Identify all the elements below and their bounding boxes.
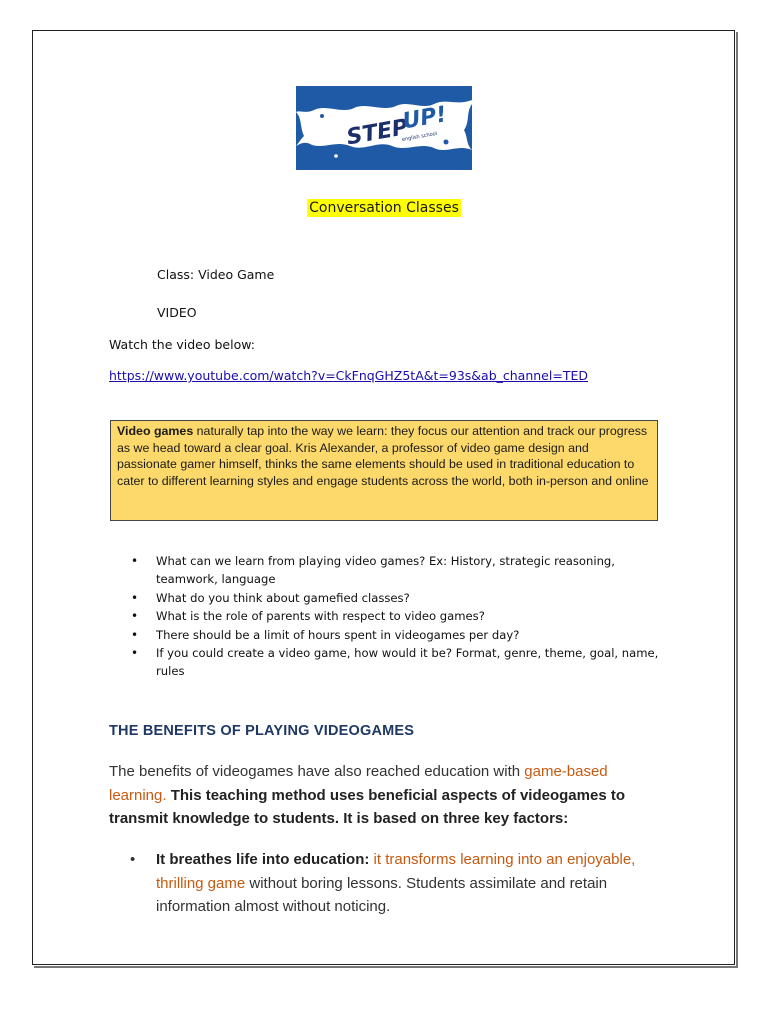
title-wrap [0,199,768,217]
intro-highlight: game-based learning. [109,763,608,804]
logo-text-sub: english school [401,130,438,143]
logo-wordmark [296,86,472,170]
info-box-lead: Video games [117,424,194,438]
list-item: • There should be a limit of hours spent in videogames per day? [128,626,668,644]
section-title: THE BENEFITS OF PLAYING VIDEOGAMES [109,723,415,739]
benefit-body: without boring lessons. Students assimilate and retain information almost without noticing. [156,874,608,915]
intro-bold: This teaching method uses beneficial aspects of videogames to transmit knowledge to students. It is based on three key factors: [109,786,625,827]
video-label: VIDEO [157,305,197,320]
video-link[interactable]: https://www.youtube.com/watch?v=CkFnqGHZ5tA&t=93s&ab_channel=TED [109,368,588,383]
benefit-text [156,848,670,919]
list-item: • What do you think about gamefied classes? [128,589,668,607]
bullet-icon: • [130,851,136,868]
watch-label: Watch the video below: [109,337,255,352]
info-box-text: naturally tap into the way we learn: they focus our attention and track our progress as we head toward a clear goal. Kris Alexander, a professor of video game design and passionate gamer himself, thinks the same elements should be used in traditional education to cater to different learning styles and engage students across the world, both in-person and online [117,424,649,488]
page-shadow-right [736,32,738,968]
question-list [128,552,668,681]
list-item: • What is the role of parents with respect to video games? [128,607,668,625]
intro-text: The benefits of videogames have also reached education with [109,763,525,780]
step-up-logo [296,86,472,170]
intro-paragraph [109,760,669,831]
benefit-bold: It breathes life into education: [156,851,370,868]
list-item: • What can we learn from playing video games? Ex: History, strategic reasoning, teamwork, language [128,552,668,589]
page-title: Conversation Classes [309,200,459,216]
list-item: • If you could create a video game, how would it be? Format, genre, theme, goal, name, rules [128,644,668,681]
benefit-highlight: it transforms learning into an enjoyable, thrilling game [156,851,636,892]
page-shadow-bottom [34,966,737,968]
logo-text-accent: UP! [400,102,449,135]
info-box [110,420,658,521]
class-line: Class: Video Game [157,267,275,282]
link-line [109,368,588,383]
logo-text-main: STEP [344,114,411,151]
benefit-item [130,848,670,919]
